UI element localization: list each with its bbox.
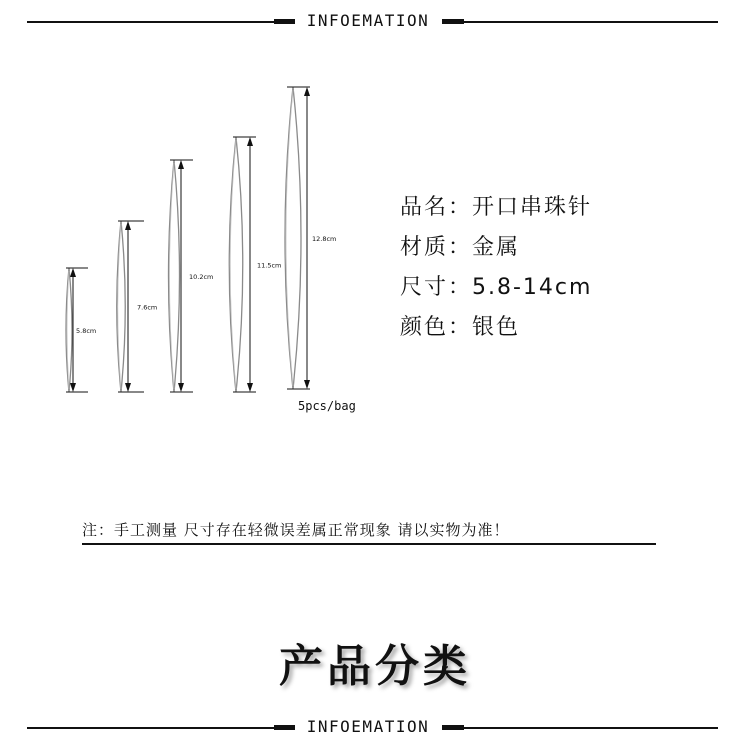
header-rule-right [443,21,718,23]
dimension-arrow-down [70,383,76,392]
header-rule-left [27,21,274,23]
dimension-arrow-down [247,383,253,392]
needle-highlight [286,90,293,386]
footer-dash-left [274,725,295,730]
header-label: INFOEMATION [306,11,430,30]
bottom-info-header [0,716,750,740]
needle-wire [285,87,301,389]
header-dash-left [274,19,295,24]
needle-size-label: 11.5cm [257,261,282,270]
dimension-arrow-down [304,380,310,389]
spec-color: 颜色：银色 [400,315,521,340]
dimension-arrow-up [247,137,253,146]
dimension-arrow-down [178,383,184,392]
needle-wire [169,160,180,392]
dimension-arrow-down [125,383,131,392]
spec-material: 材质：金属 [400,235,521,260]
needle-wire [229,137,243,392]
needle-size-label: 12.8cm [312,235,337,243]
note-underline [82,543,656,545]
needle-size-label: 10.2cm [189,273,214,281]
dimension-arrow-up [178,160,184,169]
dimension-arrow-up [70,268,76,277]
footer-rule-left [27,727,274,729]
needle-size-label: 5.8cm [76,327,97,335]
section-title: 产品分类 [279,641,471,692]
spec-product-name: 品名：开口串珠针 [400,195,593,220]
top-info-header [0,10,750,34]
measurement-note: 注：手工测量 尺寸存在轻微误差属正常现象 请以实物为准！ [82,521,510,539]
dimension-arrow-up [125,221,131,230]
needle-highlight [230,140,236,389]
pack-quantity-caption: 5pcs/bag [298,399,356,413]
spec-size: 尺寸：5.8-14cm [400,275,593,300]
needle-size-label: 7.6cm [137,303,158,312]
needle-highlight [170,163,175,389]
spec-list [400,192,592,352]
footer-rule-right [443,727,718,729]
dimension-arrow-up [304,87,310,96]
footer-label: INFOEMATION [306,717,430,736]
needle-size-diagram [60,80,380,420]
